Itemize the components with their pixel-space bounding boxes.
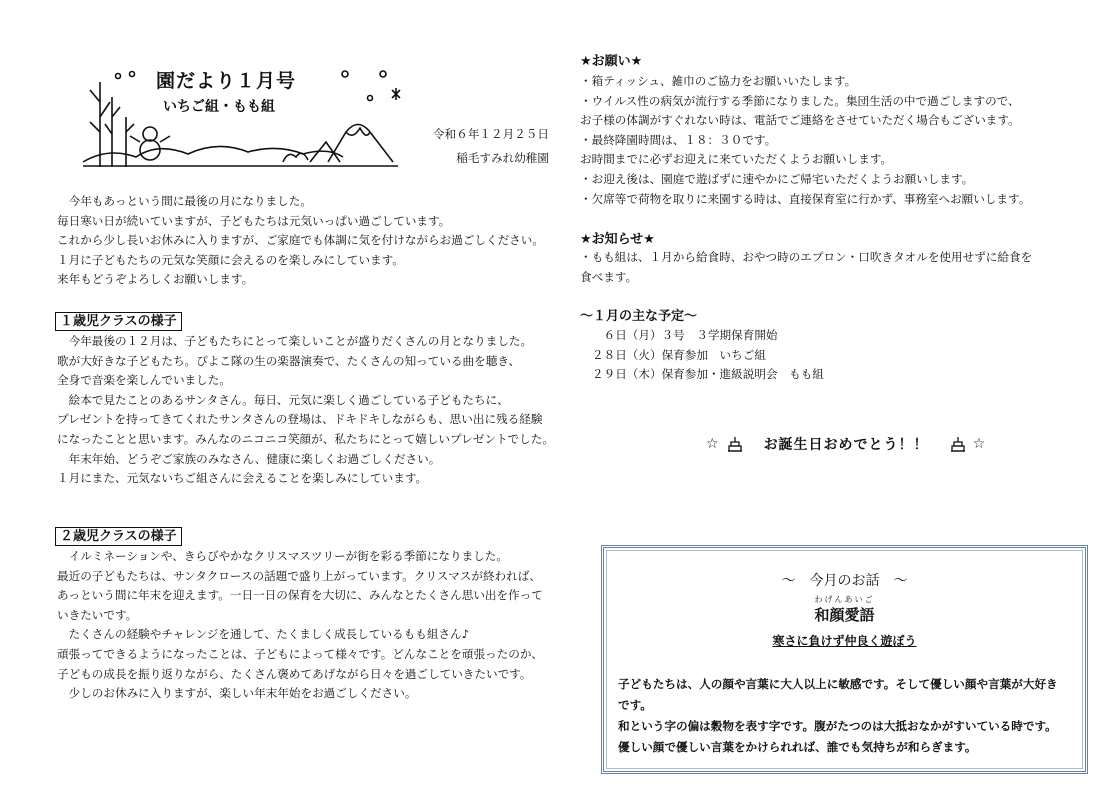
class2-line: 子どもの成長を振り返りながら、たくさん褒めてあげながら日々を過ごしていきたいです。 [57,666,532,681]
class1-line: プレゼントを持ってきてくれたサンタさんの登場は、ドキドキしながらも、思い出に残る経験 [57,412,543,427]
birthday-cake-icon [949,435,967,453]
birthday-cake-icon [726,435,744,453]
requests-text [580,72,1030,209]
class2-line: イルミネーションや、きらびやかなクリスマスツリーが街を彩る季節になりました。 [57,549,508,563]
request-line: ・最終降園時間は、１８：３０です。 [580,132,777,147]
requests-heading: ★お願い★ [580,54,643,69]
class1-text [57,332,554,489]
class1-line: １月にまた、元気ないちご組さんに会えることを楽しみにしています。 [57,471,428,486]
class1-line: 全身で音楽を楽しんでいました。 [57,373,231,388]
class1-line: になったことと思います。みんなのニコニコ笑顔が、私たちにとって嬉しいプレゼントでした。 [57,431,554,446]
request-line: ・箱ティッシュ、雑巾のご協力をお願いいたします。 [580,74,857,88]
page-title: 園だより１月号 [156,70,297,92]
class2-line: 最近の子どもたちは、サンタクロースの話題で盛り上がっています。クリスマスが終われば、 [57,568,541,583]
birthday-text: お誕生日おめでとう！！ [763,437,929,453]
story-ruby: わげんあいご [814,595,875,604]
schedule-heading: ～１月の主な予定～ [580,309,698,324]
intro-line: これから少し長いお休みに入りますが、ご家庭でも体調に気を付けながらお過ごしください。 [57,233,544,248]
intro-line: 今年もあっという間に最後の月になりました。 [57,194,312,208]
story-text [618,674,1058,758]
class2-text [57,547,543,704]
class2-line: いきたいです。 [57,607,138,622]
class1-heading: １歳児クラスの様子 [55,312,182,331]
class1-line: 年末年始、どうぞご家族のみなさん、健康に楽しくお過ごしください。 [57,451,441,466]
page-subtitle: いちご組・もも組 [163,99,275,115]
schedule-item: ２９日（木）保育参加・進級説明会 もも組 [592,367,824,382]
class2-line: 頑張ってできるようになったことは、子どもによって様々です。どんなことを頑張ったのか、 [57,646,544,661]
story-heading: ～ 今月のお話 ～ [781,573,908,589]
story-keyword: 和顔愛語 [814,606,875,624]
story-box [601,545,1088,774]
story-line: 和という字の偏は穀物を表す字です。腹がたつのは大抵おなかがすいている時です。 [618,719,1057,733]
intro-line: 毎日寒い日が続いていますが、子どもたちは元気いっぱい過ごしています。 [57,213,451,228]
request-line: お時間までに必ずお迎えに来ていただくようお願いします。 [580,152,893,167]
story-tagline-wrap [604,632,1085,649]
star-left: ☆ [706,436,720,452]
issue-date: 令和６年１２月２５日 [433,127,549,141]
class1-line: 今年最後の１２月は、子どもたちにとって楽しいことが盛りだくさんの月となりました。 [57,334,533,348]
class2-line: 少しのお休みに入りますが、楽しい年末年始をお過ごしください。 [57,686,417,701]
request-line: ・お迎え後は、園庭で遊ばずに速やかにご帰宅いただくようお願いします。 [580,171,974,186]
notices-text [580,248,1032,287]
class2-line: あっという間に年末を迎えます。一日一日の保育を大切に、みんなとたくさん思い出を作って [57,588,543,603]
story-line: です。 [618,698,652,712]
story-line: 優しい顔で優しい言葉をかけられれば、誰でも気持ちが和らぎます。 [618,740,977,754]
notice-line: ・もも組は、１月から給食時、おやつ時のエプロン・口吹きタオルを使用せずに給食を [580,250,1033,264]
story-tagline: 寒さに負けず仲良く遊ぼう [772,634,917,648]
intro-text [57,192,544,290]
schedule-list [592,326,824,385]
intro-line: 来年もどうぞよろしくお願いします。 [57,272,254,287]
notice-line: 食べます。 [580,269,638,284]
header-meta [395,122,549,170]
request-line: ・欠席等で荷物を取りに来園する時は、直接保育室に行かず、事務室へお願いします。 [580,191,1031,206]
school-name: 稲毛すみれ幼稚園 [456,151,549,165]
schedule-item: ２８日（火）保育参加 いちご組 [592,347,766,362]
schedule-item: ６日（月）３号 ３学期保育開始 [592,328,778,342]
class1-line: 絵本で見たことのあるサンタさん。毎日、元気に楽しく過ごしている子どもたちに、 [57,392,509,407]
star-right: ☆ [972,436,987,452]
intro-line: １月に子どもたちの元気な笑顔に会えるのを楽しみにしています。 [57,252,404,267]
request-line: ・ウイルス性の病気が流行する季節になりました。集団生活の中で過ごしますので、 [580,93,1020,108]
request-line: お子様の体調がすぐれない時は、電話でご連絡をさせていただく場合もございます。 [580,113,1020,128]
class1-line: 歌が大好きな子どもたち。ぴよこ隊の生の楽器演奏で、たくさんの知っている曲を聴き、 [57,353,521,368]
class2-line: たくさんの経験やチャレンジを通して、たくましく成長しているもも組さん♪ [57,627,470,642]
class2-heading: ２歳児クラスの様子 [55,527,182,546]
notices-heading: ★お知らせ★ [580,232,655,247]
story-line: 子どもたちは、人の顔や言葉に大人以上に敏感です。そして優しい顔や言葉が大好き [618,677,1058,691]
birthday-banner [706,434,986,454]
